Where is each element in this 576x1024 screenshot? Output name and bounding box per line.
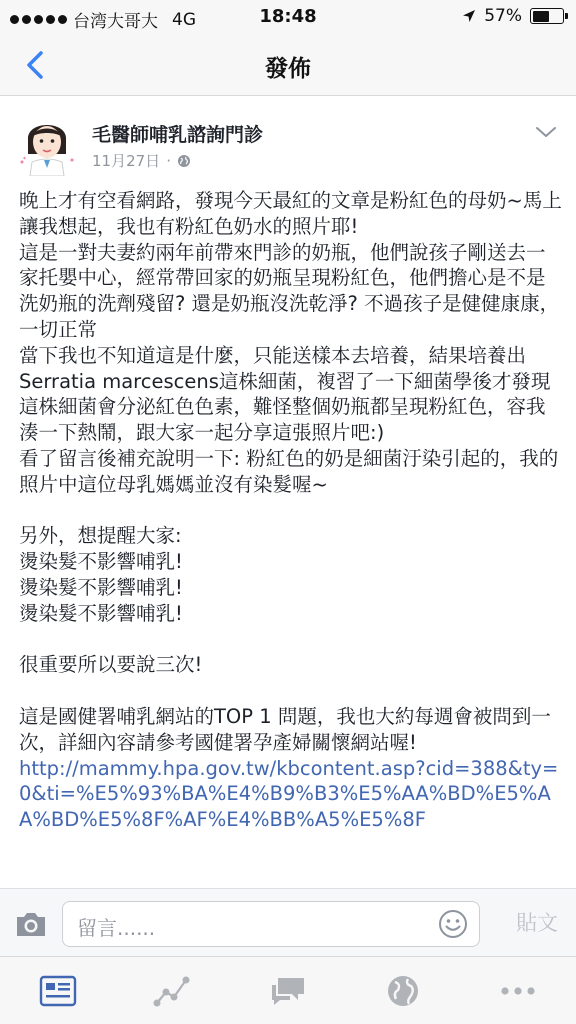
status-bar [0,0,576,34]
page-title: 發佈 [265,56,311,82]
camera-icon[interactable] [14,909,48,939]
post-header [0,96,576,186]
post-link[interactable]: http://mammy.hpa.gov.tw/kbcontent.asp?cid=388&ty=0&ti=%E5%93%BA%E4%B9%B3%E5%AA%BD%E5%AA%BD%E5%8F%AF%E4%BB%A5%E5%8F [19,756,559,832]
post-card [0,96,576,888]
carrier-name: 台湾大哥大 [73,12,158,32]
comment-bar [0,888,576,956]
globe-icon [385,973,421,1009]
tab-bar [0,956,576,1024]
globe-icon [177,154,191,168]
news-feed-icon [39,975,77,1007]
author-name[interactable]: 毛醫師哺乳諮詢門診 [92,124,264,146]
tab-globe[interactable] [381,971,425,1011]
messages-icon [268,974,308,1008]
post-meta [92,150,191,171]
avatar[interactable] [14,110,80,176]
tab-activity[interactable] [150,971,194,1011]
tab-messages[interactable] [266,971,310,1011]
battery-percent: 57% [484,6,522,26]
activity-icon [152,974,192,1008]
comment-input[interactable]: 留言...... [77,916,156,940]
post-body [19,188,564,833]
post-date[interactable]: 11月27日 [92,152,161,170]
nav-bar [0,34,576,96]
post-body-text: 晚上才有空看網路，發現今天最紅的文章是粉紅色的母奶~馬上讓我想起，我也有粉紅色奶水的照片耶! 這是一對夫妻約兩年前帶來門診的奶瓶，他們說孩子剛送去一家托嬰中心，經常帶回家的奶瓶呈現粉紅色，他們擔心是不是洗奶瓶的洗劑殘留? 還是奶瓶沒洗乾淨? 不過孩子是健健康康，一切正常 當下我也不知道這是什麼，只能送樣本去培養，結果培養出Serratia marcescens這株細菌，複習了一下細菌學後才發現這株細菌會分泌紅色色素，難怪整個奶瓶都呈現粉紅色，容我湊一下熱鬧，跟大家一起分享這張照片吧:) 看了留言後補充說明一下: 粉紅色的奶是細菌汙染引起的，我的照片中這位母乳媽媽並沒有染髮喔~ 另外，想提醒大家: 燙染髮不影響哺乳! 燙染髮不影響哺乳! 燙染髮不影響哺乳! 很重要所以要說三次! 這是國健署哺乳網站的TOP 1 問題，我也大約每週會被問到一次，詳細內容請參考國健署孕產婦關懷網站喔! [19,189,562,754]
battery-icon [530,8,564,24]
meta-separator: · [166,151,171,170]
tab-more[interactable] [496,971,540,1011]
status-right [462,6,564,26]
tab-news-feed[interactable] [36,971,80,1011]
status-time: 18:48 [259,6,317,27]
smiley-icon[interactable] [437,908,469,940]
more-icon [500,986,536,996]
location-arrow-icon [462,9,476,23]
post-comment-button[interactable]: 貼文 [516,911,558,935]
chevron-down-icon[interactable] [534,122,558,142]
network-type: 4G [172,9,196,30]
comment-input-box[interactable] [62,901,480,947]
